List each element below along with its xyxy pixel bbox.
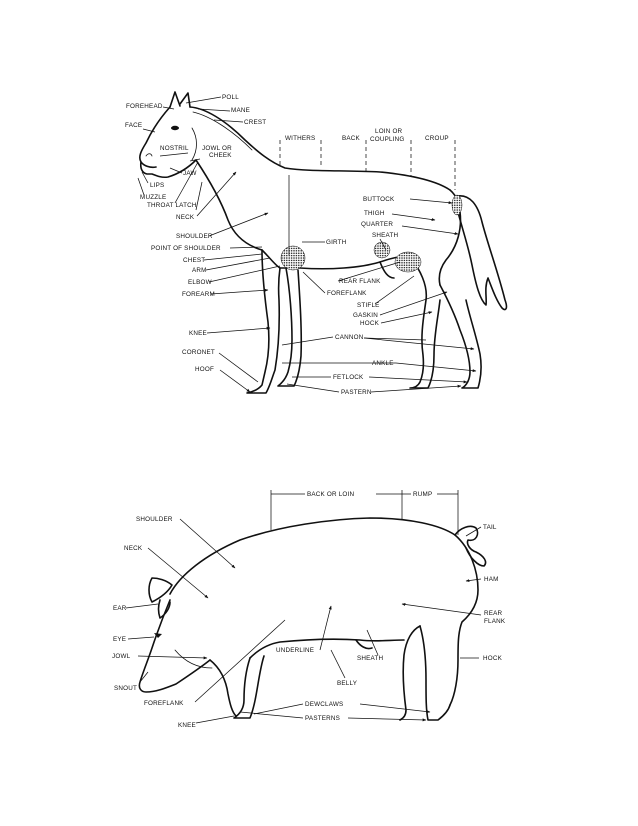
pig-figure (112, 490, 506, 729)
horse-girth-shading (281, 246, 305, 270)
label-pasterns: PASTERNS (305, 715, 341, 722)
label-hock: HOCK (360, 320, 379, 327)
label-throat-latch: THROAT LATCH (147, 202, 197, 209)
horse-buttock-shading (452, 195, 462, 215)
label-pig-foreflank: FOREFLANK (144, 700, 184, 707)
label-neck: NECK (176, 214, 195, 221)
label-pig-rear-flank-line2: FLANK (484, 618, 506, 625)
label-back: BACK (342, 135, 360, 142)
label-pig-sheath: SHEATH (357, 655, 384, 662)
label-loin-line1: LOIN OR (375, 128, 403, 135)
label-pig-neck: NECK (124, 545, 143, 552)
label-dewclaws: DEWCLAWS (305, 701, 344, 708)
label-point-of-shoulder: POINT OF SHOULDER (151, 245, 221, 252)
label-lips: LIPS (150, 182, 165, 189)
label-chest: CHEST (183, 257, 206, 264)
label-stifle: STIFLE (357, 302, 380, 309)
label-tail: TAIL (483, 524, 497, 531)
label-rump: RUMP (413, 491, 433, 498)
label-back-or-loin: BACK OR LOIN (307, 491, 355, 498)
horse-outline (140, 92, 507, 393)
label-jowl-line2: CHEEK (209, 152, 232, 159)
label-jowl: JOWL (112, 653, 131, 660)
label-loin-line2: COUPLING (370, 136, 405, 143)
label-withers: WITHERS (285, 135, 316, 142)
label-crest: CREST (244, 119, 267, 126)
label-girth: GIRTH (326, 239, 347, 246)
label-rear-flank: REAR FLANK (339, 278, 381, 285)
label-pig-shoulder: SHOULDER (136, 516, 173, 523)
pig-outline (139, 518, 485, 720)
label-nostril: NOSTRIL (160, 145, 189, 152)
label-fetlock: FETLOCK (333, 374, 364, 381)
label-foreflank: FOREFLANK (327, 290, 367, 297)
label-arm: ARM (192, 267, 207, 274)
label-cannon: CANNON (335, 334, 364, 341)
label-poll: POLL (222, 94, 239, 101)
label-sheath: SHEATH (372, 232, 399, 239)
label-pig-hock: HOCK (483, 655, 502, 662)
label-pastern: PASTERN (341, 389, 372, 396)
label-elbow: ELBOW (188, 279, 212, 286)
label-ham: HAM (484, 576, 499, 583)
label-hoof: HOOF (195, 366, 214, 373)
label-knee: KNEE (189, 330, 207, 337)
label-ankle: ANKLE (372, 360, 394, 367)
label-mane: MANE (231, 107, 250, 114)
label-coronet: CORONET (182, 349, 215, 356)
label-buttock: BUTTOCK (363, 196, 395, 203)
label-pig-knee: KNEE (178, 722, 196, 729)
label-forehead: FOREHEAD (126, 103, 163, 110)
pig-leader-lines (126, 519, 481, 723)
label-shoulder: SHOULDER (176, 233, 213, 240)
label-snout: SNOUT (114, 685, 138, 692)
horse-figure (125, 92, 506, 396)
label-pig-rear-flank-line1: REAR (484, 610, 503, 617)
label-face: FACE (125, 122, 143, 129)
label-forearm: FOREARM (182, 291, 215, 298)
label-jaw: JAW (183, 170, 197, 177)
horse-labels (125, 94, 449, 396)
label-quarter: QUARTER (361, 221, 394, 228)
label-ear: EAR (113, 605, 127, 612)
label-croup: CROUP (425, 135, 449, 142)
label-thigh: THIGH (364, 210, 385, 217)
label-underline: UNDERLINE (276, 647, 315, 654)
label-muzzle: MUZZLE (140, 194, 167, 201)
label-jowl-line1: JOWL OR (202, 145, 232, 152)
label-gaskin: GASKIN (353, 312, 378, 319)
label-eye: EYE (113, 636, 127, 643)
label-belly: BELLY (337, 680, 358, 687)
